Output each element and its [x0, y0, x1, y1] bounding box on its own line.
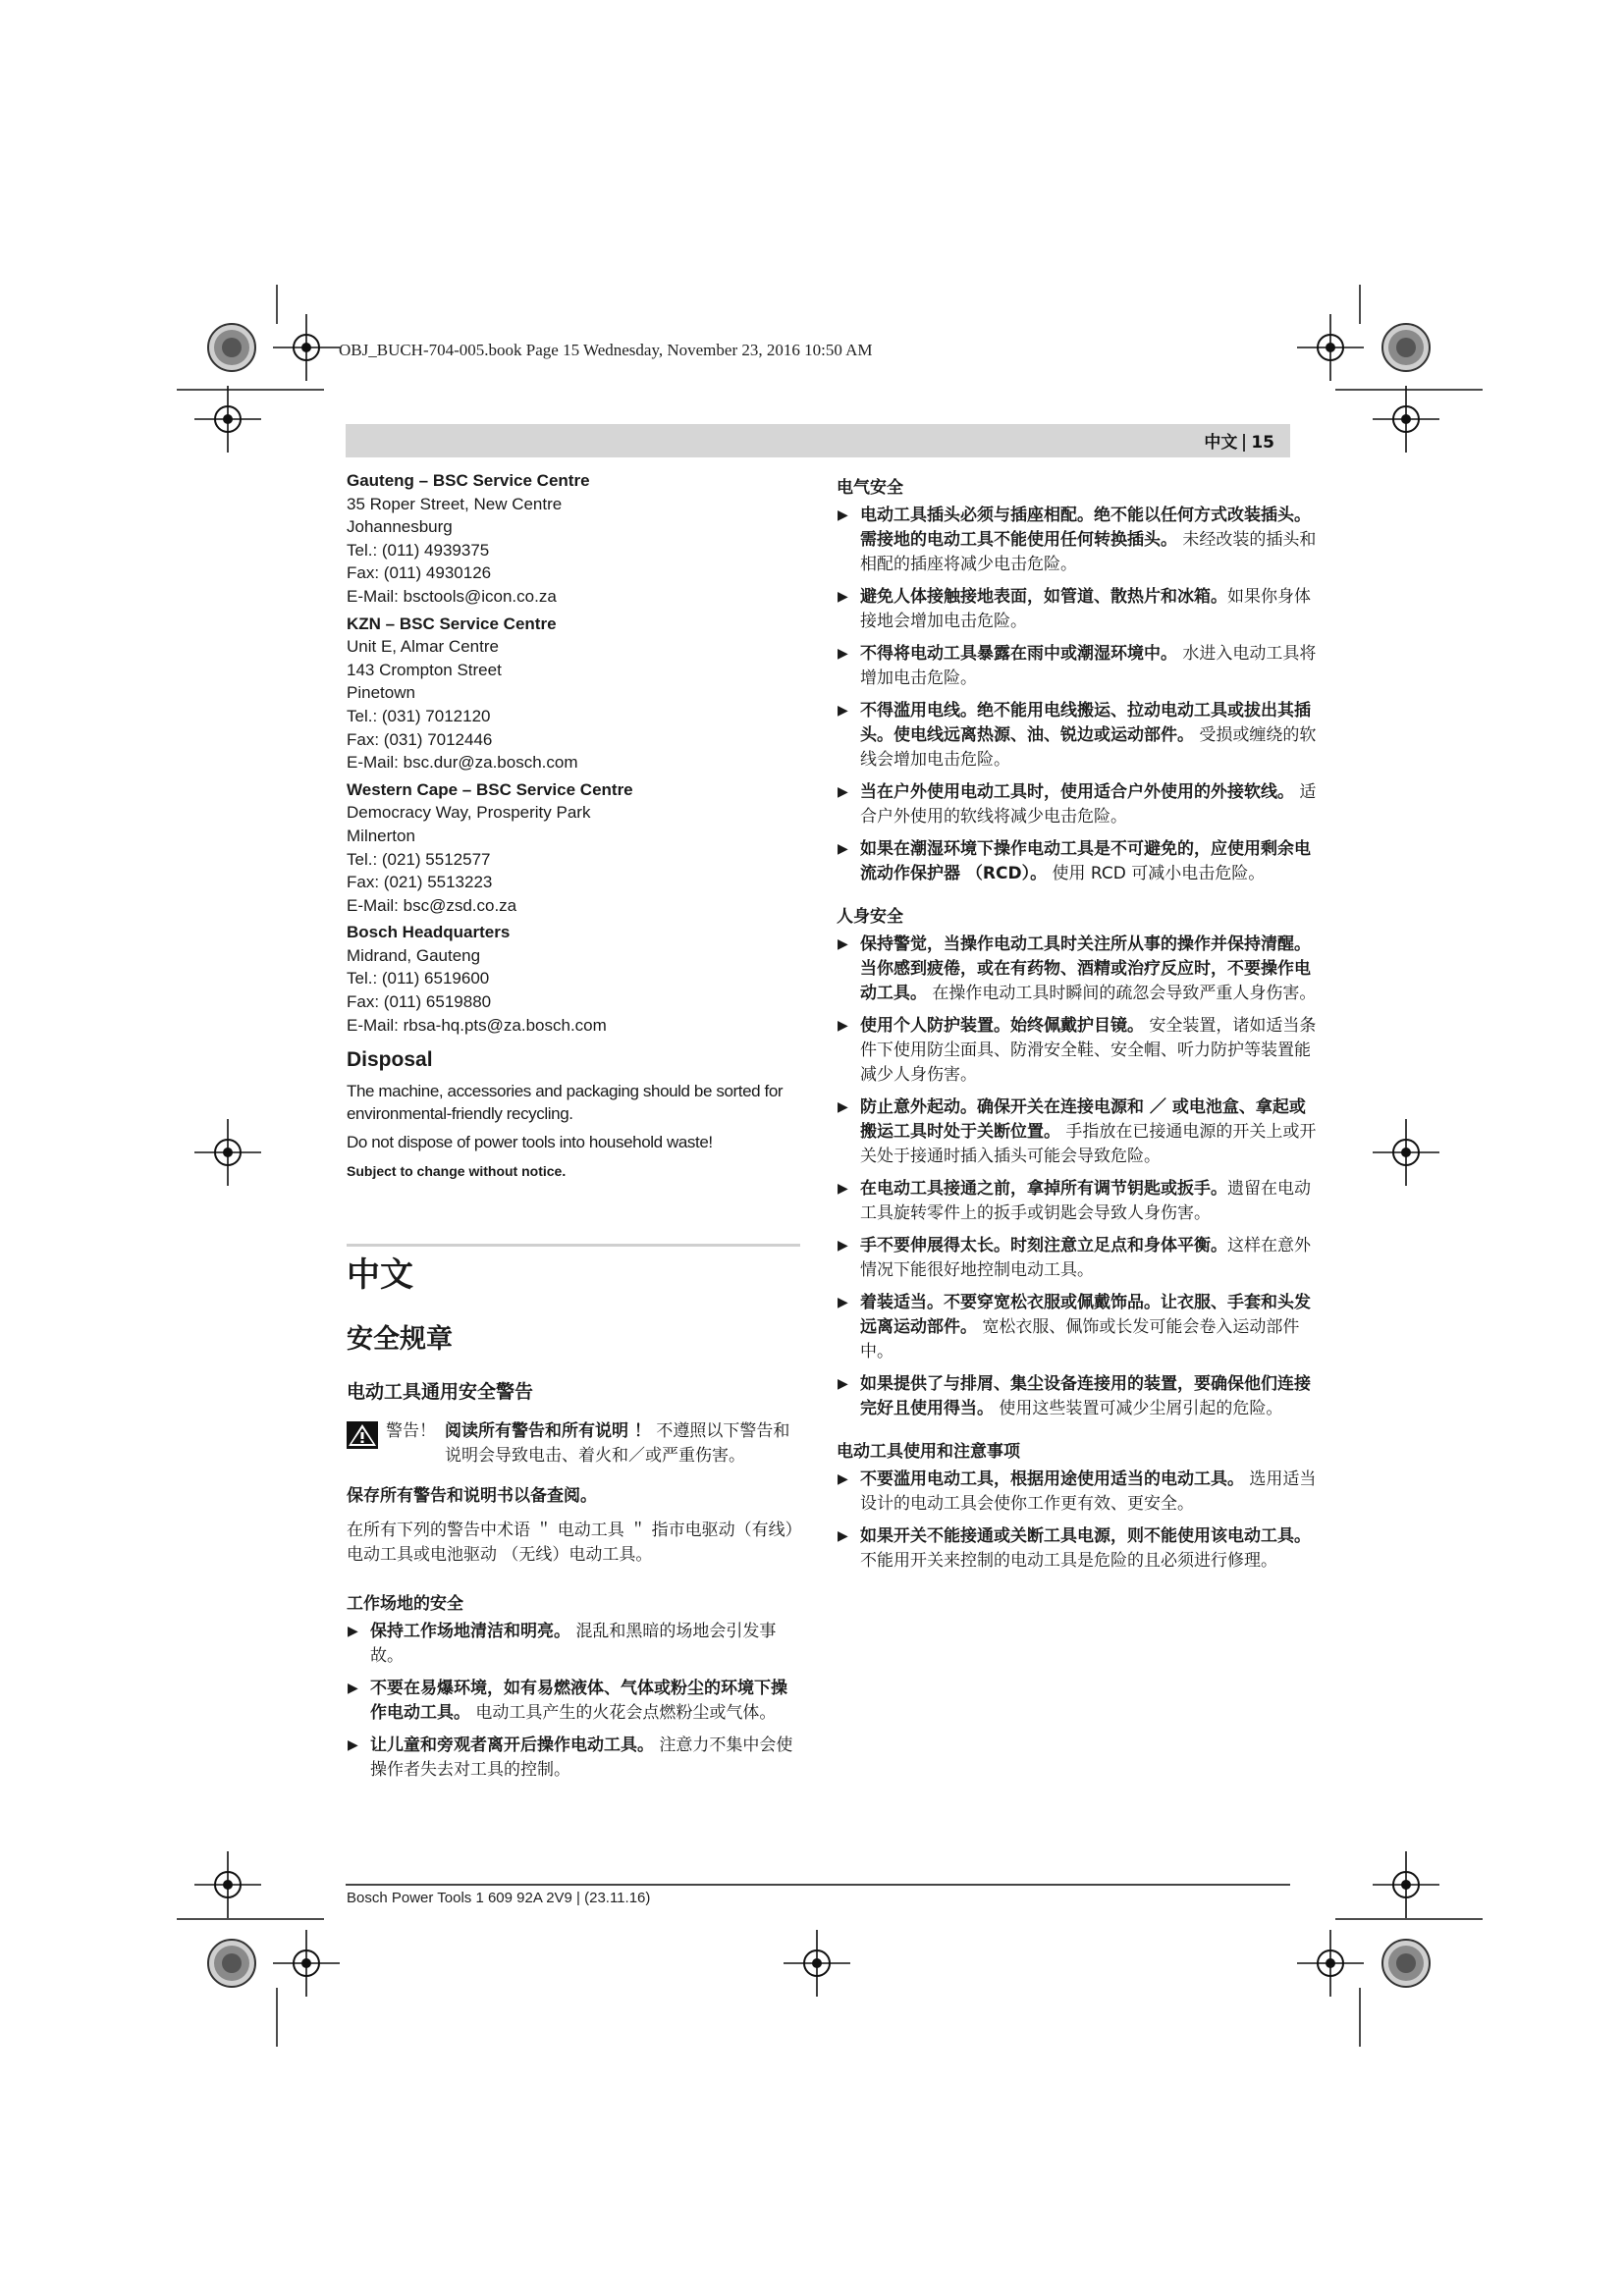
item-text: 使用这些装置可减少尘屑引起的危险。	[994, 1399, 1283, 1418]
item-bold-text: 保持工作场地清洁和明亮。	[370, 1622, 570, 1642]
address-line: Midrand, Gauteng	[347, 945, 481, 965]
bullet-arrow-icon: ▶	[838, 1295, 848, 1310]
item-text: 适合户外使用的软线将减少电击危险。	[860, 782, 1317, 827]
file-header: OBJ_BUCH-704-005.book Page 15 Wednesday, November 23, 2016 10:50 AM	[339, 341, 873, 359]
item-bold-text: 保持警觉，当操作电动工具时关注所从事的操作并保持清醒。当你感到疲倦，或在有药物、酒精或治疗反应时，不要操作电动工具。	[860, 934, 1311, 1003]
work-area-item	[347, 1620, 800, 1669]
item-bold-text: 电动工具插头必须与插座相配。绝不能以任何方式改装插头。需接地的电动工具不能使用任何转换插头。	[860, 506, 1311, 550]
item-bold-text: 让儿童和旁观者离开后操作电动工具。	[370, 1735, 654, 1756]
address-line: Milnerton	[347, 826, 415, 845]
address-line: Fax: (031) 7012446	[347, 729, 493, 749]
item-bold-text: 在电动工具接通之前，拿掉所有调节钥匙或扳手。	[860, 1179, 1227, 1199]
item-bold-text: 如果提供了与排屑、集尘设备连接用的装置，要确保他们连接完好且使用得当。	[860, 1374, 1311, 1418]
service-addresses	[347, 469, 800, 1037]
personal-safety-item	[837, 1234, 1318, 1283]
electrical-safety-item	[837, 585, 1318, 634]
warning-bold-text: 阅读所有警告和所有说明 ！	[445, 1421, 651, 1442]
address-line: E-Mail: rbsa-hq.pts@za.bosch.com	[347, 1015, 607, 1035]
disposal-heading: Disposal	[347, 1048, 433, 1072]
item-text: 如果你身体接地会增加电击危险。	[860, 587, 1311, 631]
item-bold-text: 不要滥用电动工具，根据用途使用适当的电动工具。	[860, 1469, 1244, 1489]
electrical-safety-title: 电气安全	[837, 478, 903, 498]
work-area-title: 工作场地的安全	[347, 1594, 463, 1615]
item-bold-text: 不得将电动工具暴露在雨中或潮湿环境中。	[860, 644, 1177, 664]
item-text: 未经改装的插头和相配的插座将减少电击危险。	[860, 530, 1317, 574]
disposal-paragraph: The machine, accessories and packaging should be sorted for environmental-friendly recycling.	[347, 1082, 784, 1124]
bullet-arrow-icon: ▶	[838, 1471, 848, 1487]
bullet-arrow-icon: ▶	[838, 1238, 848, 1254]
item-text: 注意力不集中会使操作者失去对工具的控制。	[370, 1735, 793, 1781]
item-bold-text: 当在户外使用电动工具时，使用适合户外使用的外接软线。	[860, 782, 1294, 802]
item-bold-text: 不得滥用电线。绝不能用电线搬运、拉动电动工具或拔出其插头。使电线远离热源、油、锐边或运动部件。	[860, 701, 1311, 745]
electrical-safety-item	[837, 642, 1318, 691]
tool-usage-title: 电动工具使用和注意事项	[837, 1442, 1020, 1462]
address-line: Fax: (021) 5513223	[347, 873, 493, 892]
bullet-arrow-icon: ▶	[348, 1737, 358, 1754]
item-text: 这样在意外情况下能很好地控制电动工具。	[860, 1236, 1311, 1280]
personal-safety-item	[837, 1014, 1318, 1088]
item-text: 安全装置，诸如适当条件下使用防尘面具、防滑安全鞋、安全帽、听力防护等装置能减少人身伤害。	[860, 1016, 1317, 1085]
address-line: E-Mail: bsc@zsd.co.za	[347, 895, 517, 915]
address-line: Tel.: (011) 4939375	[347, 540, 490, 560]
footer-text: Bosch Power Tools 1 609 92A 2V9 | (23.11.16)	[347, 1890, 651, 1906]
bullet-arrow-icon: ▶	[348, 1681, 358, 1697]
item-text: 在操作电动工具时瞬间的疏忽会导致严重人身伤害。	[927, 984, 1317, 1003]
bullet-arrow-icon: ▶	[838, 784, 848, 800]
item-text: 宽松衣服、佩饰或长发可能会卷入运动部件中。	[860, 1317, 1300, 1362]
personal-safety-item	[837, 1095, 1318, 1169]
disposal-warning: Do not dispose of power tools into household waste!	[347, 1133, 713, 1152]
electrical-safety-item	[837, 504, 1318, 577]
general-warning-title: 电动工具通用安全警告	[347, 1381, 534, 1404]
bullet-arrow-icon: ▶	[838, 646, 848, 662]
electrical-safety-item	[837, 837, 1318, 886]
address-block	[347, 469, 800, 609]
right-column	[837, 469, 1318, 1581]
address-line: Pinetown	[347, 683, 415, 703]
bullet-arrow-icon: ▶	[838, 1099, 848, 1115]
address-line: 35 Roper Street, New Centre	[347, 494, 563, 513]
footer-rule	[346, 1884, 1290, 1886]
address-line: Tel.: (011) 6519600	[347, 969, 490, 988]
item-bold-text: 避免人体接触接地表面，如管道、散热片和冰箱。	[860, 587, 1227, 607]
bullet-arrow-icon: ▶	[838, 936, 848, 952]
term-definition: 在所有下列的警告中术语 ＂ 电动工具 ＂ 指市电驱动（有线）电动工具或电池驱动 （无线）电动工具。	[347, 1521, 794, 1566]
keep-instructions: 保存所有警告和说明书以备查阅。	[347, 1486, 597, 1507]
electrical-safety-item	[837, 699, 1318, 773]
bullet-arrow-icon: ▶	[838, 1181, 848, 1197]
address-block	[347, 921, 800, 1037]
warning-triangle-icon	[347, 1421, 378, 1449]
bullet-arrow-icon: ▶	[838, 589, 848, 605]
safety-rules-title: 安全规章	[347, 1324, 453, 1356]
item-text: 受损或缠绕的软线会增加电击危险。	[860, 725, 1317, 770]
tool-usage-item	[837, 1468, 1318, 1517]
left-column	[347, 469, 800, 1790]
address-line: Johannesburg	[347, 517, 453, 537]
item-text: 手指放在已接通电源的开关上或开关处于接通时插入插头可能会导致危险。	[860, 1122, 1317, 1166]
tool-usage-list	[837, 1468, 1318, 1574]
warning-block	[347, 1419, 800, 1468]
bullet-arrow-icon: ▶	[838, 507, 848, 523]
address-line: E-Mail: bsc.dur@za.bosch.com	[347, 753, 578, 773]
electrical-safety-item	[837, 780, 1318, 829]
item-text: 遗留在电动工具旋转零件上的扳手或钥匙会导致人身伤害。	[860, 1179, 1311, 1223]
item-bold-text: 如果在潮湿环境下操作电动工具是不可避免的，应使用剩余电流动作保护器 （RCD）。	[860, 839, 1311, 883]
address-line: Unit E, Almar Centre	[347, 637, 499, 657]
item-bold-text: 如果开关不能接通或关断工具电源，则不能使用该电动工具。	[860, 1526, 1311, 1546]
address-line: Fax: (011) 4930126	[347, 563, 492, 583]
item-text: 使用 RCD 可减小电击危险。	[1047, 864, 1266, 883]
address-block	[347, 778, 800, 918]
item-bold-text: 使用个人防护装置。始终佩戴护目镜。	[860, 1016, 1144, 1036]
page-header	[1204, 428, 1274, 453]
subject-to-change: Subject to change without notice.	[347, 1163, 567, 1180]
address-line: Tel.: (021) 5512577	[347, 849, 491, 869]
bullet-arrow-icon: ▶	[838, 703, 848, 719]
personal-safety-item	[837, 1177, 1318, 1226]
bullet-arrow-icon: ▶	[838, 841, 848, 857]
address-title: Bosch Headquarters	[347, 923, 511, 942]
page-number: 15	[1251, 433, 1274, 453]
bullet-arrow-icon: ▶	[348, 1624, 358, 1640]
personal-safety-item	[837, 1372, 1318, 1421]
address-line: Fax: (011) 6519880	[347, 992, 492, 1012]
chinese-section-title: 中文	[347, 1255, 413, 1296]
work-area-item	[347, 1677, 800, 1726]
warning-text: 不遵照以下警告和说明会导致电击、着火和／或严重伤害。	[445, 1421, 790, 1467]
section-divider	[347, 1244, 800, 1247]
personal-safety-item	[837, 933, 1318, 1006]
address-line: E-Mail: bsctools@icon.co.za	[347, 586, 557, 606]
item-bold-text: 手不要伸展得太长。时刻注意立足点和身体平衡。	[860, 1236, 1227, 1255]
item-bold-text: 着装适当。不要穿宽松衣服或佩戴饰品。让衣服、手套和头发远离运动部件。	[860, 1293, 1311, 1337]
page-header-bar	[346, 424, 1290, 457]
item-text: 电动工具产生的火花会点燃粉尘或气体。	[470, 1703, 777, 1724]
bullet-arrow-icon: ▶	[838, 1376, 848, 1392]
personal-safety-title: 人身安全	[837, 907, 903, 927]
address-title: KZN – BSC Service Centre	[347, 614, 557, 633]
page-language-label: 中文	[1204, 433, 1238, 453]
warning-label: 警告！	[386, 1421, 436, 1442]
tool-usage-item	[837, 1524, 1318, 1574]
personal-safety-item	[837, 1291, 1318, 1364]
bullet-arrow-icon: ▶	[838, 1528, 848, 1544]
item-text: 选用适当设计的电动工具会使你工作更有效、更安全。	[860, 1469, 1317, 1514]
electrical-safety-list	[837, 504, 1318, 886]
personal-safety-list	[837, 933, 1318, 1421]
bullet-arrow-icon: ▶	[838, 1018, 848, 1034]
work-area-list	[347, 1620, 800, 1783]
item-text: 不能用开关来控制的电动工具是危险的且必须进行修理。	[860, 1551, 1277, 1571]
address-block	[347, 613, 800, 774]
address-line: Democracy Way, Prosperity Park	[347, 803, 591, 823]
work-area-item	[347, 1734, 800, 1783]
item-bold-text: 不要在易爆环境，如有易燃液体、气体或粉尘的环境下操作电动工具。	[370, 1679, 787, 1724]
address-line: 143 Crompton Street	[347, 660, 502, 679]
address-title: Gauteng – BSC Service Centre	[347, 471, 590, 490]
item-text: 混乱和黑暗的场地会引发事故。	[370, 1622, 777, 1667]
address-line: Tel.: (031) 7012120	[347, 706, 491, 725]
item-bold-text: 防止意外起动。确保开关在连接电源和 ／ 或电池盒、拿起或搬运工具时处于关断位置。	[860, 1097, 1306, 1142]
address-title: Western Cape – BSC Service Centre	[347, 779, 633, 799]
item-text: 水进入电动工具将增加电击危险。	[860, 644, 1317, 688]
